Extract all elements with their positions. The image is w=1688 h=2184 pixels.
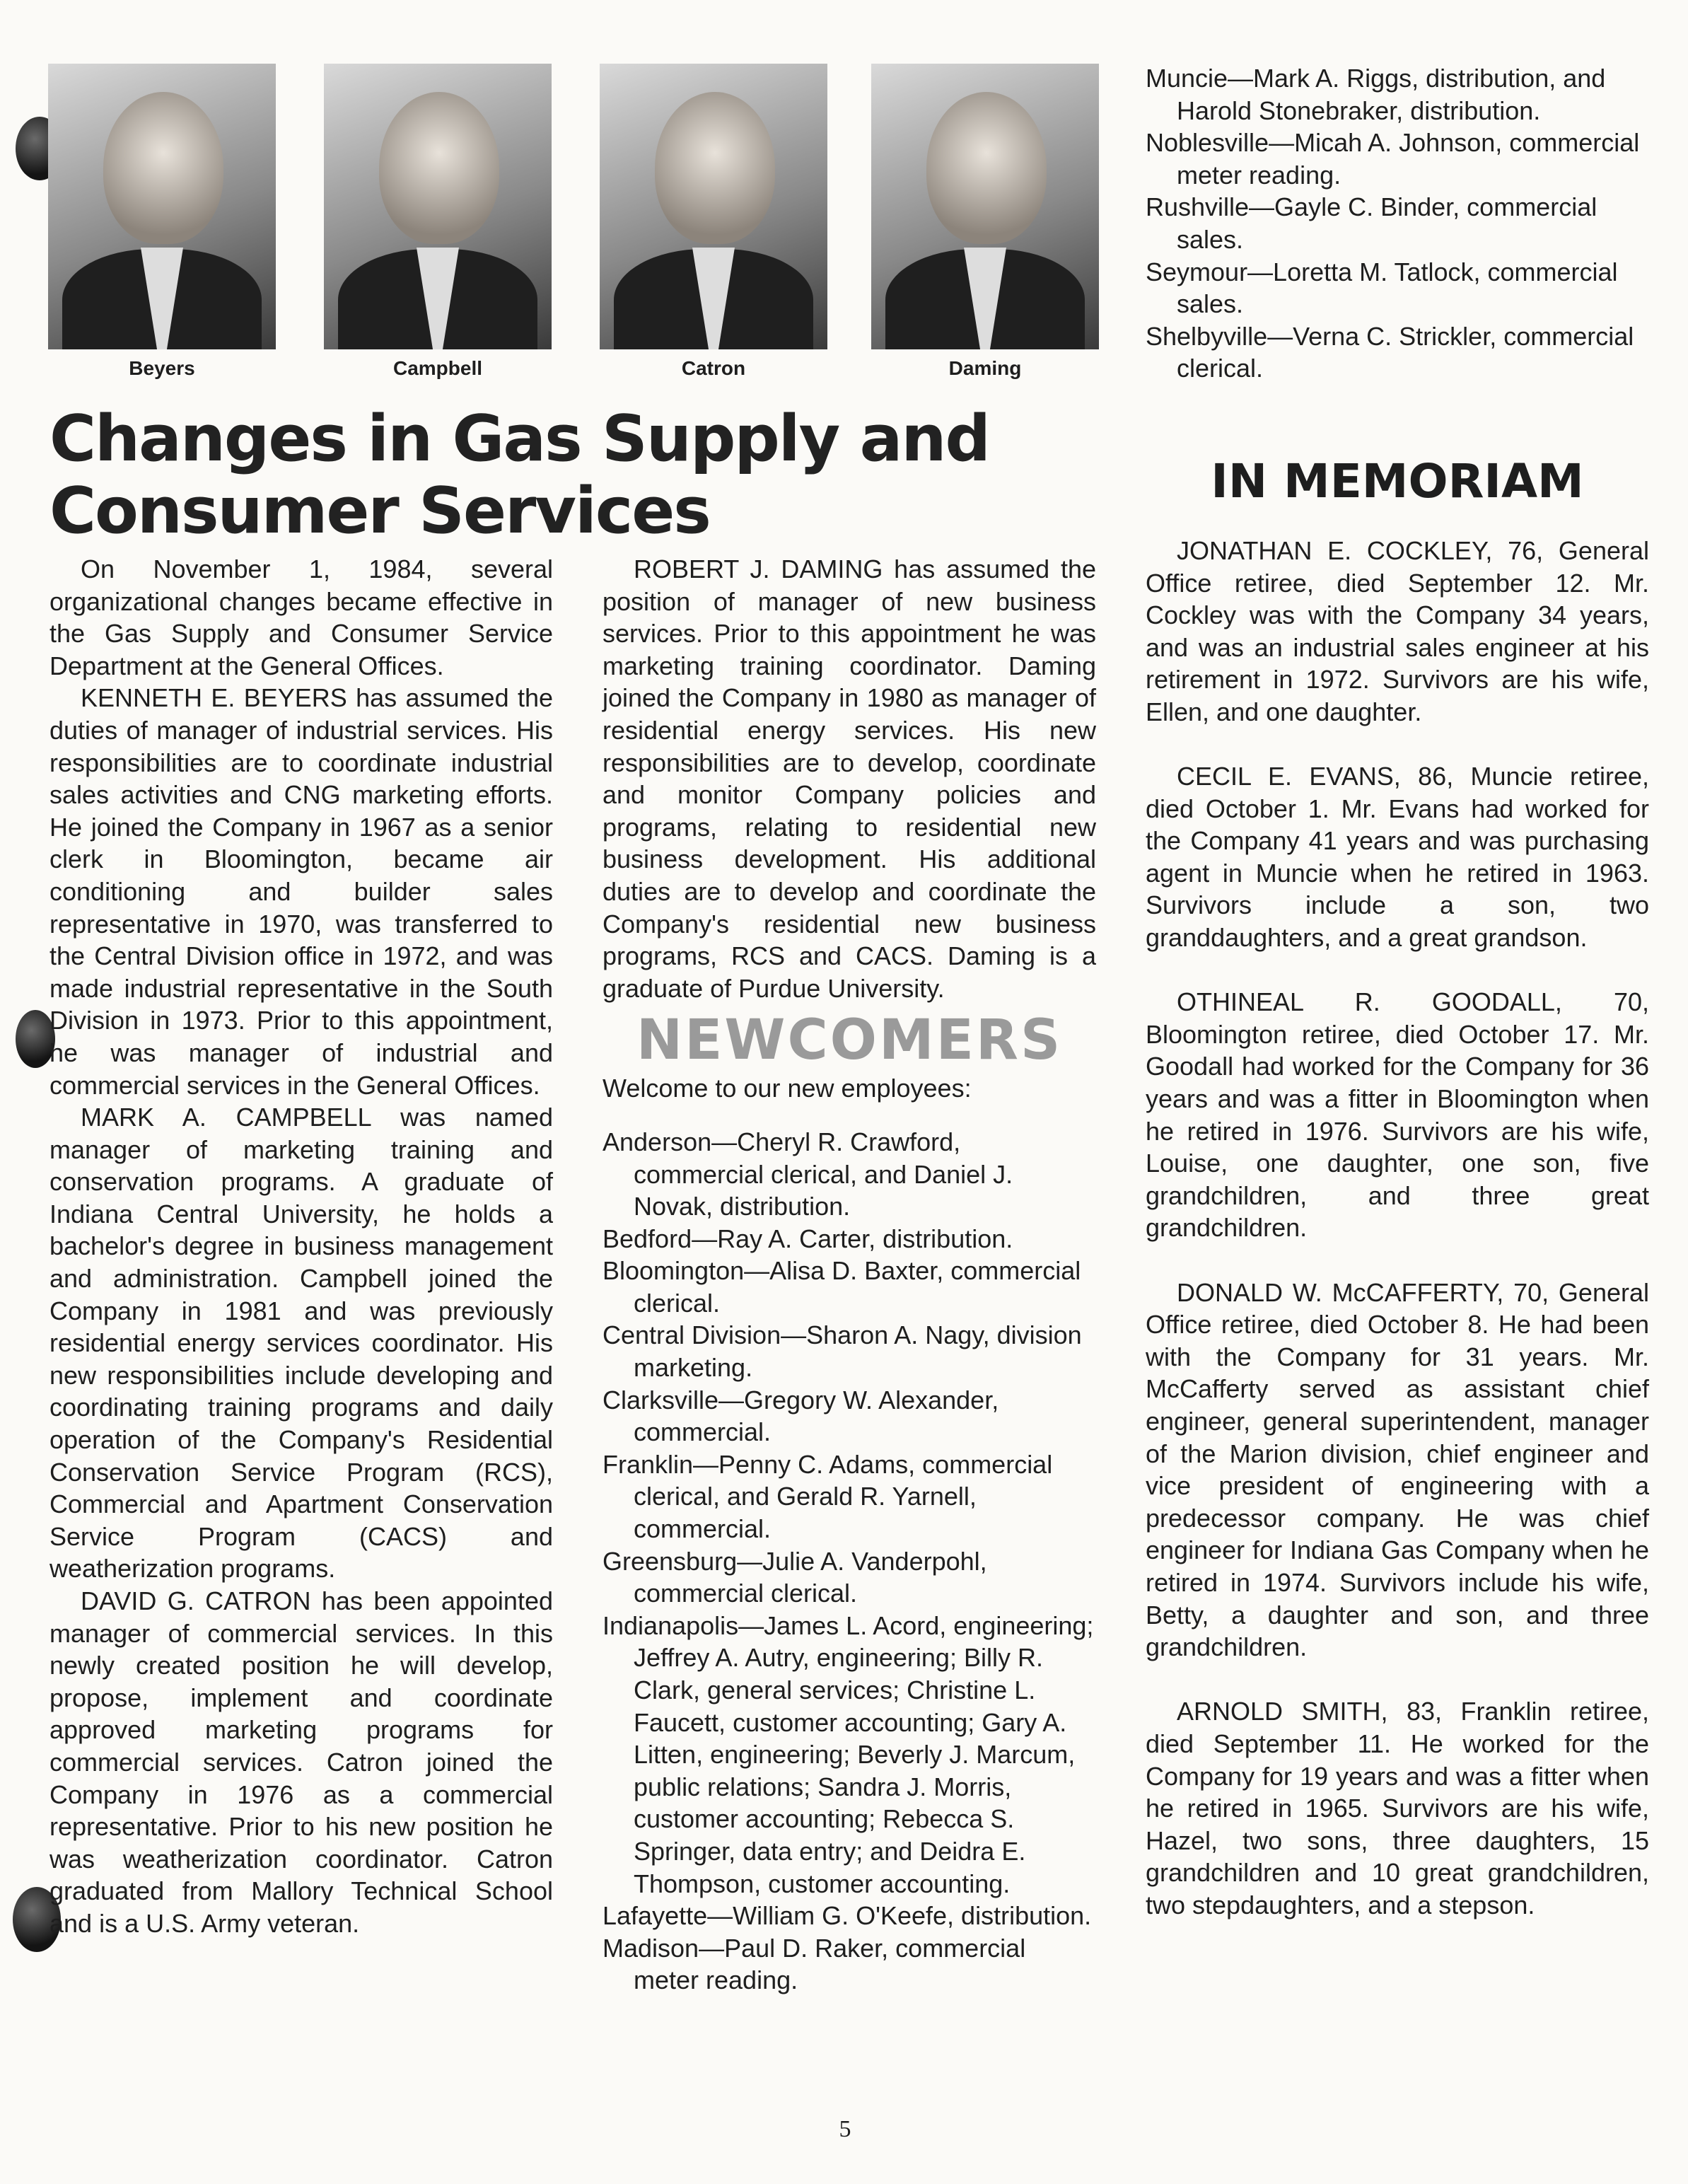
newcomer-entry: Bloomington—Alisa D. Baxter, commercial clerical.	[603, 1256, 1081, 1318]
paragraph: On November 1, 1984, several organizational changes became effective in the Gas Supply and Consumer Service Department at the General Offices.	[50, 554, 553, 680]
paragraph: DAVID G. CATRON has been appointed manager of commercial services. In this newly created position he will develop, propose, implement and coordinate approved marketing programs for commercial services. Catron joined the Company in 1976 as a commercial representative. Prior to his new position he was weatherization coordinator. Catron graduated from Mallory Technical School and is a U.S. Army veteran.	[50, 1586, 553, 1938]
newcomer-entry: Shelbyville—Verna C. Strickler, commercial clerical.	[1146, 321, 1634, 383]
photo-caption: Catron	[681, 357, 746, 379]
portrait-photo-campbell	[324, 64, 552, 349]
newcomers-heading: NEWCOMERS	[636, 1009, 1063, 1073]
portrait-photo-beyers	[48, 64, 276, 349]
newcomer-entry: Greensburg—Julie A. Vanderpohl, commercial clerical.	[603, 1546, 987, 1608]
article-column-2	[603, 553, 1096, 1997]
headline-line-1: Changes in Gas Supply and	[50, 402, 989, 476]
photo-caption: Beyers	[129, 357, 195, 379]
newcomer-entry: Lafayette—William G. O'Keefe, distribution.	[603, 1901, 1092, 1931]
newcomer-entry: Clarksville—Gregory W. Alexander, commercial.	[603, 1385, 999, 1447]
portrait-photo-daming	[871, 64, 1099, 349]
newcomer-entry: Rushville—Gayle C. Binder, commercial sales.	[1146, 192, 1597, 254]
article-headline	[50, 403, 989, 547]
newcomer-entry: Central Division—Sharon A. Nagy, division marketing.	[603, 1320, 1082, 1383]
newcomer-entry: Muncie—Mark A. Riggs, distribution, and Harold Stonebraker, distribution.	[1146, 64, 1606, 125]
page-number: 5	[839, 2116, 851, 2142]
newcomer-entry: Seymour—Loretta M. Tatlock, commercial sales.	[1146, 257, 1618, 319]
newcomer-entry: Noblesville—Micah A. Johnson, commercial meter reading.	[1146, 128, 1640, 190]
newcomer-entry: Indianapolis—James L. Acord, engineering; Jeffrey A. Autry, engineering; Billy R. Clark, general services; Christine L. Faucett, customer accounting; Gary A. Litten, engineering; Beverly J. Marcum, public relations; Sandra J. Morris, customer accounting; Rebecca S. Springer, data entry; and Deidra E. Thompson, customer accounting.	[603, 1610, 1094, 1898]
memoriam-entry: ARNOLD SMITH, 83, Franklin retiree, died September 11. He worked for the Company for 19 years and was a fitter when he retired in 1965. Survivors are his wife, Hazel, two sons, three daughters, 15 grandchildren and 10 great grandchildren, two stepdaughters, and a stepson.	[1146, 1697, 1649, 1919]
newcomer-entry: Franklin—Penny C. Adams, commercial clerical, and Gerald R. Yarnell, commercial.	[603, 1449, 1053, 1544]
memoriam-entry: JONATHAN E. COCKLEY, 76, General Office retiree, died September 12. Mr. Cockley was with the Company 34 years, and was an industrial sales engineer at his retirement in 1972. Survivors are his wife, Ellen, and one daughter.	[1146, 535, 1649, 726]
photo-caption: Daming	[948, 357, 1022, 379]
portrait-photo-catron	[600, 64, 827, 349]
newcomer-entry: Madison—Paul D. Raker, commercial meter reading.	[603, 1933, 1026, 1995]
photo-caption: Campbell	[392, 357, 483, 379]
paragraph: KENNETH E. BEYERS has assumed the duties of manager of industrial services. His responsibilities are to coordinate industrial sales activities and CNG marketing efforts. He joined the Company in 1967 as a senior clerk in Bloomington, became air conditioning and builder sales representative in 1970, was transferred to the Central Division office in 1972, and was made industrial representative in the South Division in 1973. Prior to this appointment, he was manager of industrial and commercial services in the General Offices.	[50, 683, 553, 1100]
headline-line-2: Consumer Services	[50, 474, 710, 548]
welcome-text: Welcome to our new employees:	[603, 1074, 972, 1103]
memoriam-list	[1146, 535, 1649, 1922]
article-column-1	[50, 553, 553, 1940]
paragraph: MARK A. CAMPBELL was named manager of marketing training and conservation programs. A graduate of Indiana Central University, he holds a bachelor's degree in business management and administration. Campbell joined the Company in 1981 and was previously residential energy services coordinator. His new responsibilities include developing and coordinating training programs and daily operation of the Company's Residential Conservation Service Program (RCS), Commercial and Apartment Conservation Service Program (CACS) and weatherization programs.	[50, 1103, 553, 1584]
article-column-3	[1146, 62, 1649, 1953]
memoriam-entry: DONALD W. McCAFFERTY, 70, General Office retiree, died October 8. He had been with the Company for 31 years. Mr. McCafferty served as assistant chief engineer, general superintendent, manager of the Marion division, chief engineer and vice president of engineering with a predecessor company. He was chief engineer for Indiana Gas Company when he retired in 1974. Survivors include his wife, Betty, a daughter and son, and three grandchildren.	[1146, 1277, 1649, 1662]
newcomer-entry: Anderson—Cheryl R. Crawford, commercial clerical, and Daniel J. Novak, distribution.	[603, 1127, 1013, 1221]
memoriam-heading: IN MEMORIAM	[1211, 453, 1584, 509]
memoriam-entry: OTHINEAL R. GOODALL, 70, Bloomington retiree, died October 17. Mr. Goodall had worked for the Company for 36 years and was a fitter in Bloomington when he retired in 1976. Survivors are his wife, Louise, one daughter, one son, five grandchildren, and three great grandchildren.	[1146, 987, 1649, 1243]
paragraph: ROBERT J. DAMING has assumed the position of manager of new business services. Prior to this appointment he was marketing training coordinator. Daming joined the Company in 1980 as manager of residential energy services. His new responsibilities are to develop, coordinate and monitor Company policies and programs, relating to residential new business development. His additional duties are to develop and coordinate the Company's residential new business programs, RCS and CACS. Daming is a graduate of Purdue University.	[603, 554, 1096, 1003]
memoriam-entry: CECIL E. EVANS, 86, Muncie retiree, died October 1. Mr. Evans had worked for the Company 41 years and was purchasing agent in Muncie when he retired in 1963. Survivors include a son, two granddaughters, and a great grandson.	[1146, 762, 1649, 953]
newcomer-entry: Bedford—Ray A. Carter, distribution.	[603, 1224, 1013, 1253]
